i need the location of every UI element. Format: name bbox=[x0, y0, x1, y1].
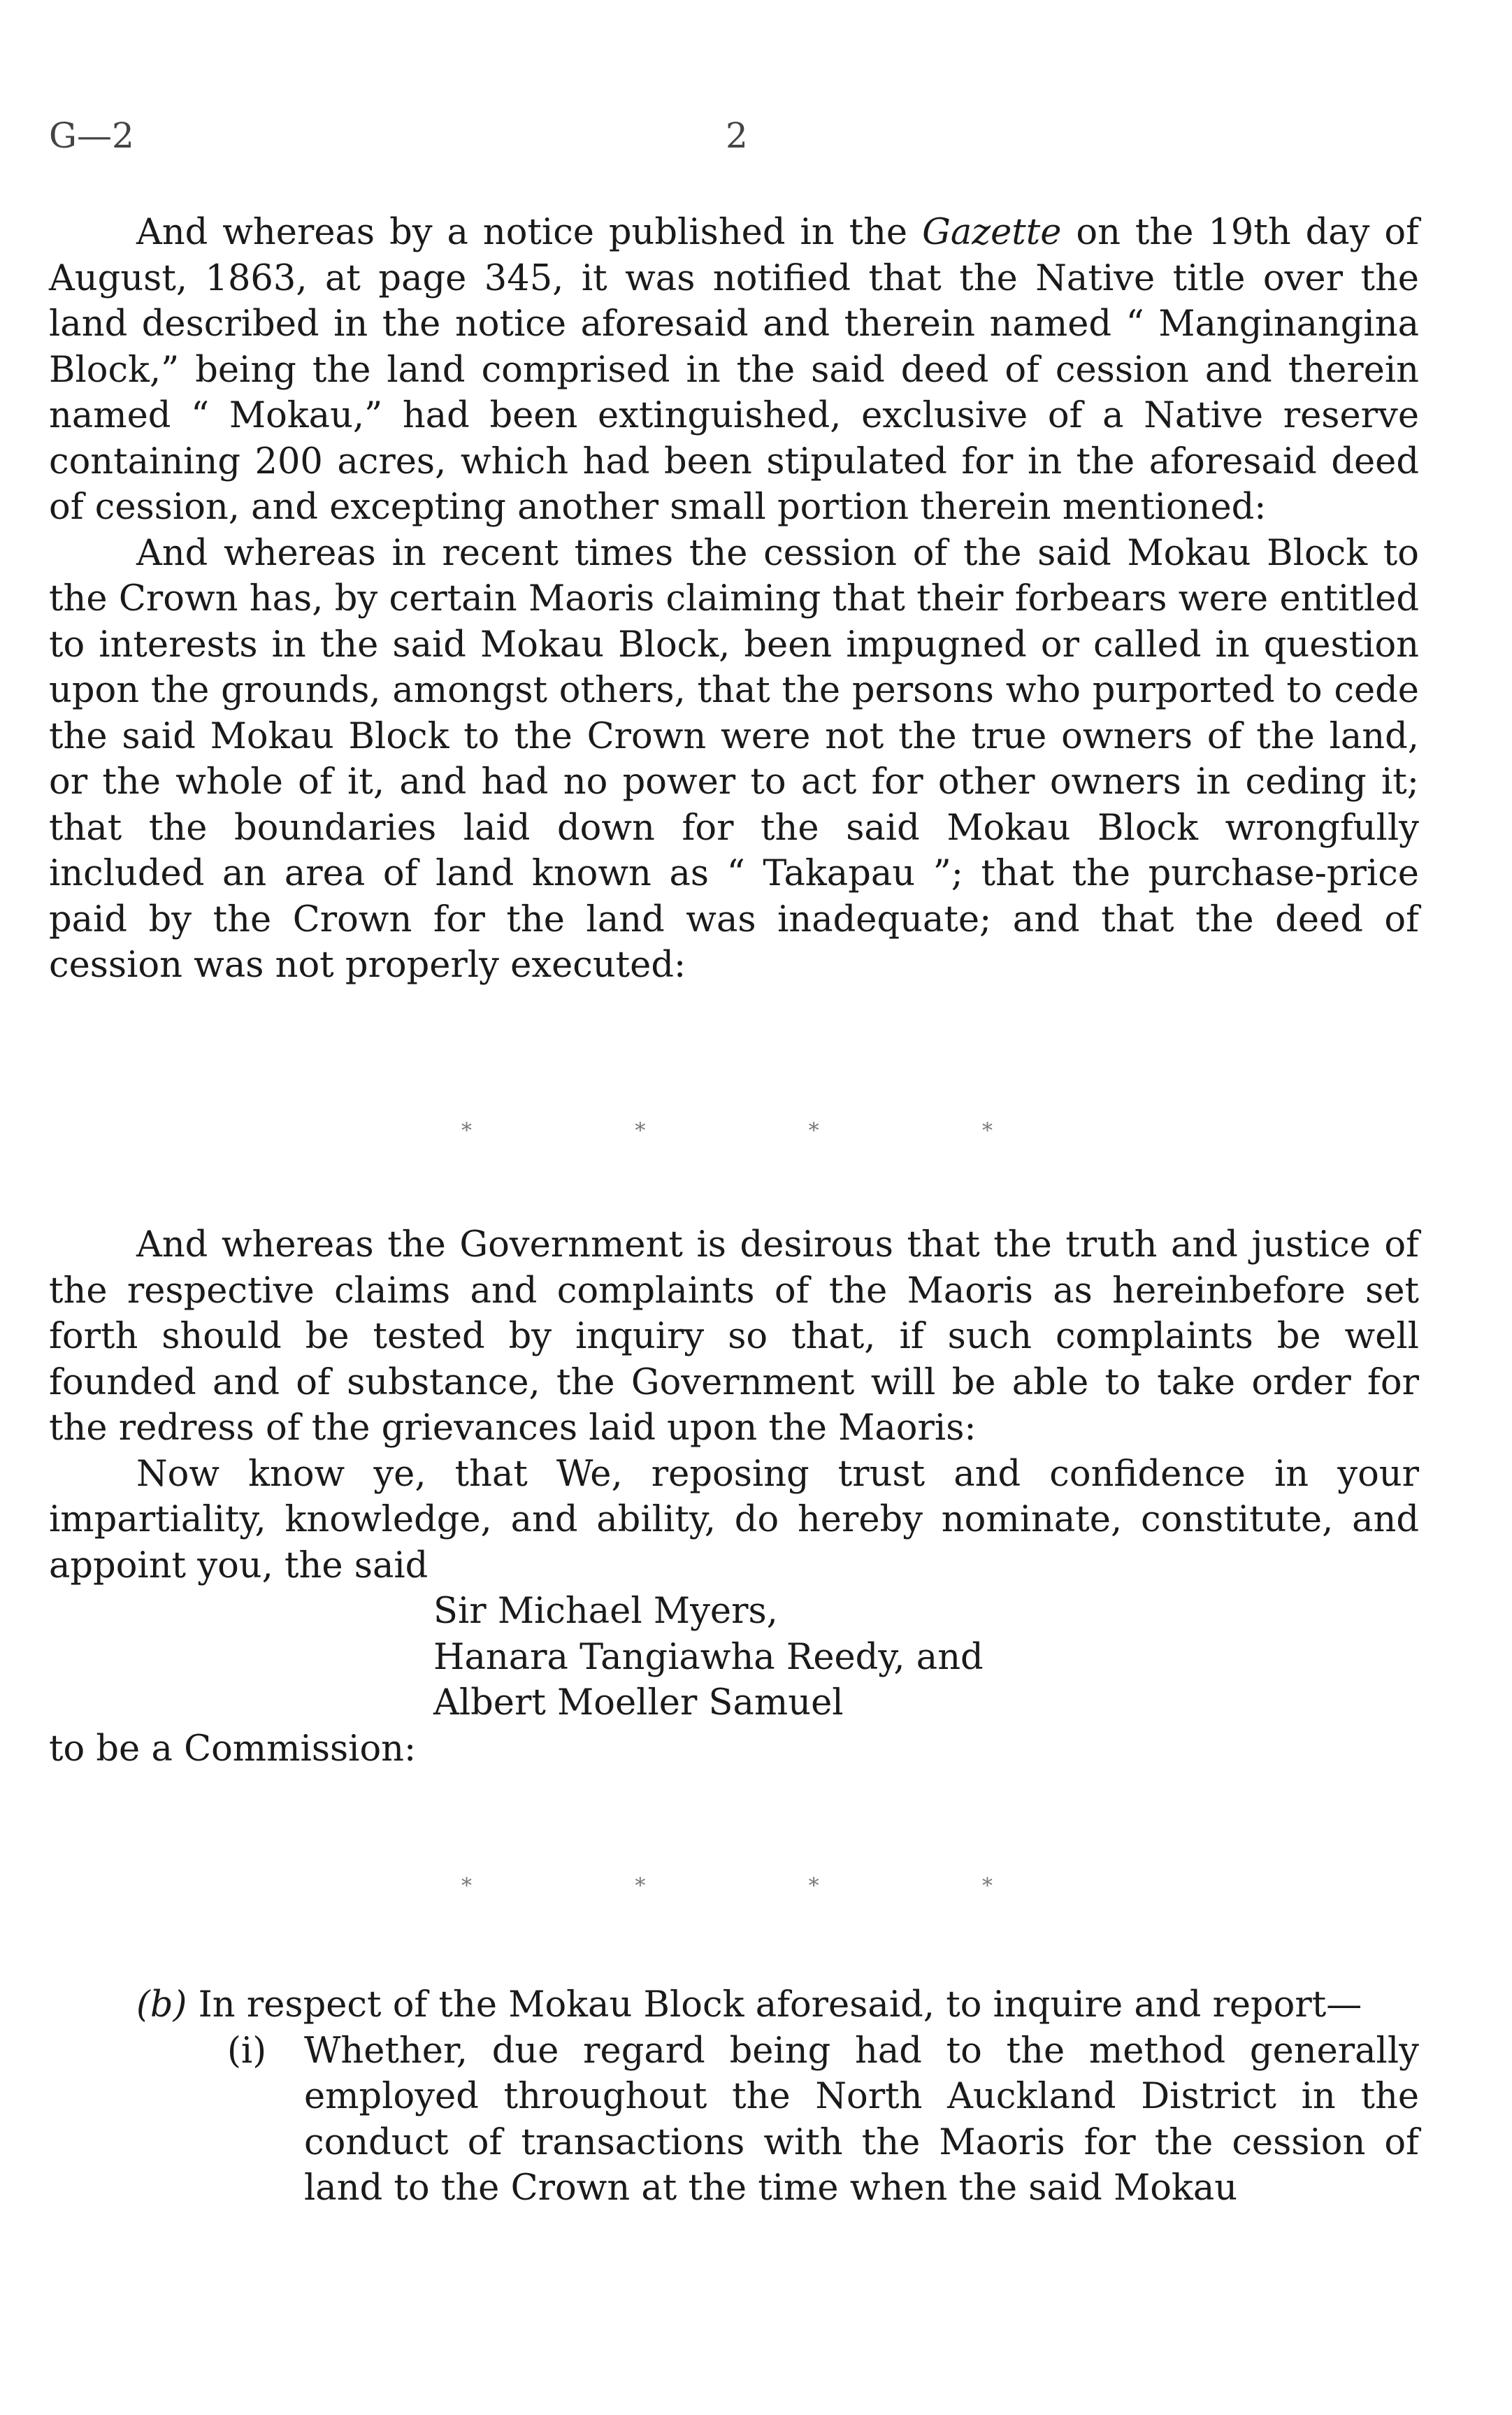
terms-of-reference bbox=[49, 1982, 1419, 2212]
asterisk: * bbox=[808, 1874, 819, 1898]
gazette-title: Gazette bbox=[922, 212, 1062, 253]
paragraph-mokau-inquiry: (b) In respect of the Mokau Block aforesaid, to inquire and report— bbox=[136, 1984, 1362, 2026]
paragraph-government-desire: And whereas the Government is desirous that the truth and justice of the respective claims and complaints of the Maoris as hereinbefore set forth should be tested by inquiry so that, if such complaints be well founded and of substance, the Government will be able to take order for the redress of the grievances laid upon the Maoris: bbox=[49, 1224, 1419, 1449]
commissioner-names bbox=[49, 1589, 1419, 1726]
asterisk: * bbox=[635, 1119, 646, 1143]
commissioner-name: Sir Michael Myers, bbox=[433, 1591, 778, 1632]
asterisk: * bbox=[635, 1874, 646, 1898]
subitem-i: (i) Whether, due regard being had to the method generally employed throughout the North Auckland District in the conduct of transactions with the Maoris for the cession of land to the Crown at the time when the said Mokau bbox=[49, 2028, 1419, 2212]
asterisk: * bbox=[461, 1874, 472, 1898]
paragraph-appointment: Now know ye, that We, reposing trust and confidence in your impartiality, knowledge, and ability, do hereby nominate, constitute, and appoint you, the said bbox=[49, 1453, 1419, 1586]
commissioner-name: Albert Moeller Samuel bbox=[433, 1682, 844, 1724]
section-separator bbox=[461, 1119, 993, 1143]
clause-marker: (b) bbox=[136, 1984, 187, 2026]
document-reference: G—2 bbox=[49, 115, 134, 156]
paragraph-commission: to be a Commission: bbox=[49, 1728, 417, 1770]
paragraph-cession-impugned: And whereas in recent times the cession of the said Mokau Block to the Crown has, by certain Maoris claiming that their forbears were entitled to interests in the said Mokau Block, been impugned or called in question upon the grounds, amongst others, that the persons who purported to cede the said Mokau Block to the Crown were not the true owners of the land, or the whole of it, and had no power to act for other owners in ceding it; that the boundaries laid down for the said Mokau Block wrongfully included an area of land known as “ Takapau ”; that the purchase-price paid by the Crown for the land was inadequate; and that the deed of cession was not properly executed: bbox=[49, 532, 1419, 986]
subitem-marker: (i) bbox=[227, 2030, 267, 2072]
recitals-block-1 bbox=[49, 210, 1419, 989]
section-separator bbox=[461, 1874, 993, 1898]
asterisk: * bbox=[981, 1874, 993, 1898]
paragraph-gazette-notice: And whereas by a notice published in the Gazette on the 19th day of August, 1863, at page 345, it was notified that the Native title over the land described in the notice aforesaid and therein named “ Manginangina Block,” being the land comprised in the said deed of cession and therein named “ Mokau,” had been extinguished, exclusive of a Native reserve containing 200 acres, which had been stipulated for in the aforesaid deed of cession, and excepting another small portion therein mentioned: bbox=[49, 212, 1420, 528]
asterisk: * bbox=[461, 1119, 472, 1143]
asterisk: * bbox=[808, 1119, 819, 1143]
recitals-block-2 bbox=[49, 1222, 1419, 1772]
page-number: 2 bbox=[726, 115, 748, 156]
page-header bbox=[49, 115, 1447, 157]
asterisk: * bbox=[981, 1119, 993, 1143]
commissioner-name: Hanara Tangiawha Reedy, and bbox=[433, 1636, 984, 1678]
